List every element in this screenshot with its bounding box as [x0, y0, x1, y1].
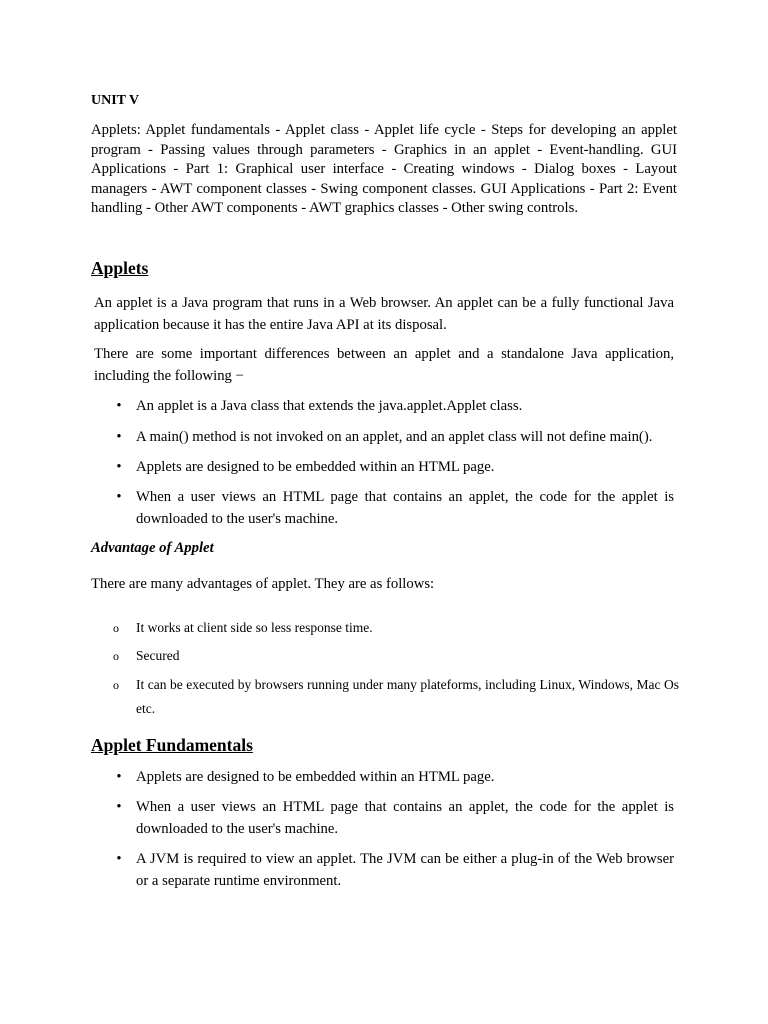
list-item-text: A main() method is not invoked on an applet, and an applet class will not define main().	[136, 429, 653, 445]
list-item-text: Applets are designed to be embedded within an HTML page.	[136, 459, 495, 475]
list-item-text: A JVM is required to view an applet. The JVM can be either a plug-in of the Web browser or a separate runtime environment.	[136, 851, 674, 889]
list-item-text: Applets are designed to be embedded within an HTML page.	[136, 769, 495, 785]
bullet-icon: •	[116, 769, 122, 785]
applets-intro-paragraph: An applet is a Java program that runs in a Web browser. An applet can be a fully functional Java application because it has the entire Java API at its disposal.	[94, 295, 674, 333]
bullet-icon: •	[116, 429, 122, 445]
bullet-icon: •	[116, 799, 122, 815]
list-item-text: When a user views an HTML page that contains an applet, the code for the applet is downloaded to the user's machine.	[136, 799, 674, 837]
list-item-text: When a user views an HTML page that contains an applet, the code for the applet is downloaded to the user's machine.	[136, 489, 674, 527]
fundamentals-heading: Applet Fundamentals	[91, 735, 253, 755]
advantage-intro: There are many advantages of applet. They are as follows:	[91, 576, 435, 592]
bullet-icon: •	[116, 459, 122, 475]
circle-bullet-icon: o	[113, 678, 119, 692]
unit-title: UNIT V	[91, 93, 140, 108]
list-item-text: It works at client side so less response time.	[136, 620, 373, 635]
list-item-text: Secured	[136, 648, 180, 663]
list-item-text: An applet is a Java class that extends the java.applet.Applet class.	[136, 398, 523, 414]
advantage-heading: Advantage of Applet	[91, 540, 214, 556]
applets-differences-paragraph: There are some important differences between an applet and a standalone Java application, including the following −	[94, 346, 674, 384]
bullet-icon: •	[116, 851, 122, 867]
syllabus-paragraph: Applets: Applet fundamentals - Applet class - Applet life cycle - Steps for developing an applet program - Passing values through parameters - Graphics in an applet - Event-handling. GUI Applications - Part 1: Graphical user interface - Creating windows - Dialog boxes - Layout managers - AWT component classes - Swing component classes. GUI Applications - Part 2: Event handling - Other AWT components - AWT graphics classes - Other swing controls.	[91, 122, 677, 216]
bullet-icon: •	[116, 398, 122, 414]
list-item-text: It can be executed by browsers running under many plateforms, including Linux, Windows, Mac Os etc.	[136, 677, 679, 716]
applets-heading: Applets	[91, 258, 149, 278]
bullet-icon: •	[116, 489, 122, 505]
circle-bullet-icon: o	[113, 621, 119, 635]
circle-bullet-icon: o	[113, 649, 119, 663]
